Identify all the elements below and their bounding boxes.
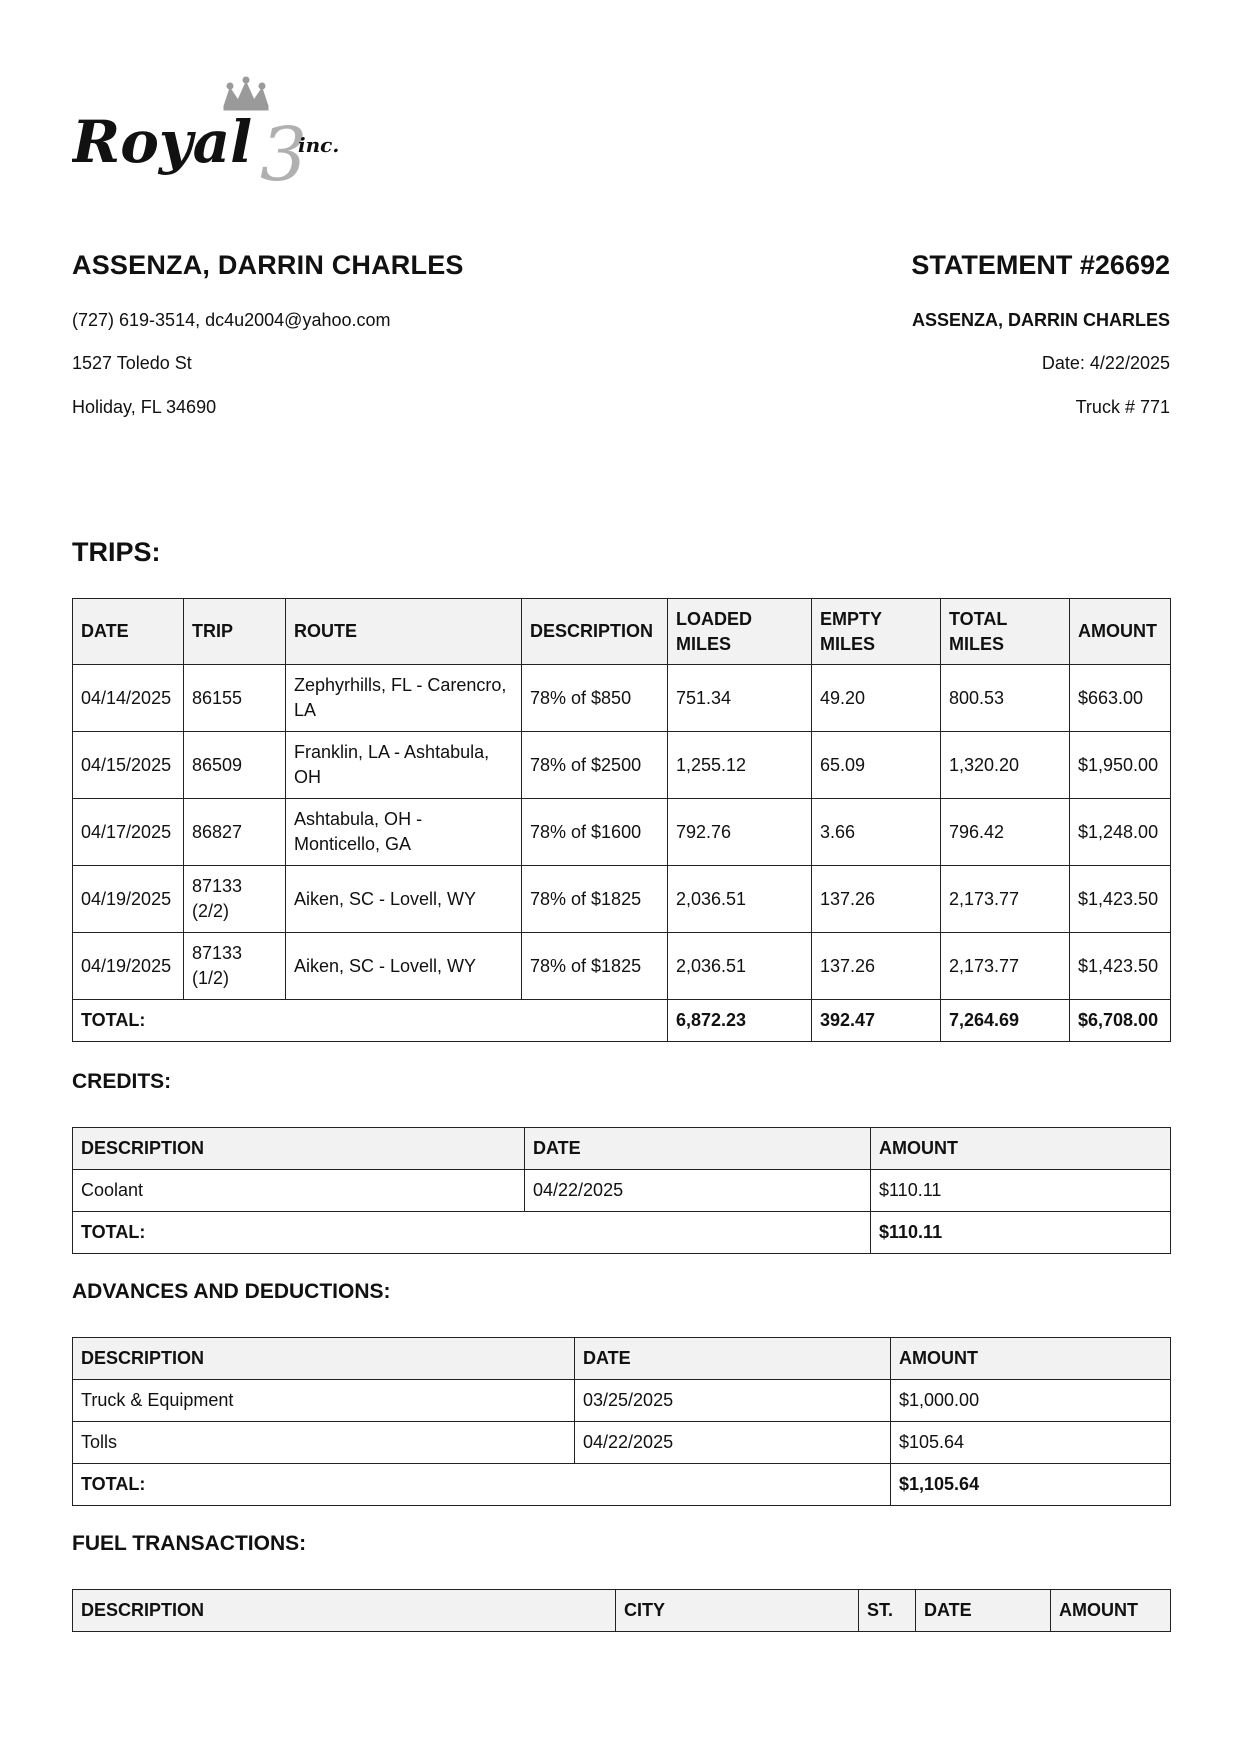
cell: $1,248.00 <box>1070 799 1171 866</box>
col-header: DATE <box>525 1128 871 1170</box>
table-row <box>73 665 1171 732</box>
trips-table <box>72 598 1171 1042</box>
col-header: DESCRIPTION <box>73 1338 575 1380</box>
credits-title: CREDITS: <box>72 1070 172 1093</box>
cell: 2,173.77 <box>941 933 1070 1000</box>
company-logo <box>72 74 402 194</box>
trips-total-row <box>73 1000 1171 1042</box>
driver-name: ASSENZA, DARRIN CHARLES <box>72 250 464 280</box>
cell: 800.53 <box>941 665 1070 732</box>
col-header: DESCRIPTION <box>522 599 668 665</box>
table-row <box>73 732 1171 799</box>
cell: 78% of $2500 <box>522 732 668 799</box>
cell: $1,423.50 <box>1070 866 1171 933</box>
fuel-title: FUEL TRANSACTIONS: <box>72 1532 307 1555</box>
col-header: TRIP <box>184 599 286 665</box>
driver-contact: (727) 619-3514, dc4u2004@yahoo.com <box>72 310 391 330</box>
cell: 03/25/2025 <box>575 1380 891 1422</box>
cell: $1,950.00 <box>1070 732 1171 799</box>
cell: 65.09 <box>812 732 941 799</box>
deductions-title: ADVANCES AND DEDUCTIONS: <box>72 1280 391 1303</box>
crown-icon <box>224 77 268 110</box>
deductions-total-row <box>73 1464 1171 1506</box>
cell: $663.00 <box>1070 665 1171 732</box>
col-header: AMOUNT <box>1051 1590 1171 1632</box>
logo-graphic <box>72 74 402 194</box>
cell: Tolls <box>73 1422 575 1464</box>
total-loaded-miles: 6,872.23 <box>668 1000 812 1042</box>
total-amount: $6,708.00 <box>1070 1000 1171 1042</box>
total-miles: 7,264.69 <box>941 1000 1070 1042</box>
cell: 1,255.12 <box>668 732 812 799</box>
cell: 78% of $1825 <box>522 933 668 1000</box>
statement-truck: Truck # 771 <box>1075 397 1170 417</box>
deductions-header-row <box>73 1338 1171 1380</box>
cell: 78% of $850 <box>522 665 668 732</box>
cell: Aiken, SC - Lovell, WY <box>286 866 522 933</box>
cell: 86827 <box>184 799 286 866</box>
cell: Truck & Equipment <box>73 1380 575 1422</box>
cell: Zephyrhills, FL - Carencro, LA <box>286 665 522 732</box>
trips-title: TRIPS: <box>72 537 161 567</box>
credits-header-row <box>73 1128 1171 1170</box>
cell: $1,423.50 <box>1070 933 1171 1000</box>
col-header: DATE <box>73 599 184 665</box>
statement-name: ASSENZA, DARRIN CHARLES <box>911 310 1170 330</box>
cell: Coolant <box>73 1170 525 1212</box>
col-header: DESCRIPTION <box>73 1590 616 1632</box>
logo-number-text: 3 <box>260 112 308 194</box>
cell: 86509 <box>184 732 286 799</box>
col-header: TOTAL MILES <box>941 599 1070 665</box>
cell: $1,000.00 <box>891 1380 1171 1422</box>
cell: 04/22/2025 <box>575 1422 891 1464</box>
cell: 2,173.77 <box>941 866 1070 933</box>
cell: 04/22/2025 <box>525 1170 871 1212</box>
cell: 86155 <box>184 665 286 732</box>
fuel-table <box>72 1589 1171 1632</box>
logo-royal-text: Royal <box>72 108 253 176</box>
logo-suffix-text: inc. <box>298 133 340 157</box>
total-amount: $110.11 <box>871 1212 1171 1254</box>
col-header: CITY <box>616 1590 859 1632</box>
col-header: DESCRIPTION <box>73 1128 525 1170</box>
cell: 137.26 <box>812 866 941 933</box>
cell: $110.11 <box>871 1170 1171 1212</box>
table-row <box>73 933 1171 1000</box>
total-label: TOTAL: <box>73 1000 668 1042</box>
cell: 78% of $1600 <box>522 799 668 866</box>
col-header: AMOUNT <box>871 1128 1171 1170</box>
total-amount: $1,105.64 <box>891 1464 1171 1506</box>
cell: Franklin, LA - Ashtabula, OH <box>286 732 522 799</box>
cell: Aiken, SC - Lovell, WY <box>286 933 522 1000</box>
statement-title: STATEMENT #26692 <box>911 250 1170 280</box>
col-header: DATE <box>916 1590 1051 1632</box>
cell: 87133 (1/2) <box>184 933 286 1000</box>
cell: 49.20 <box>812 665 941 732</box>
total-label: TOTAL: <box>73 1464 891 1506</box>
cell: 792.76 <box>668 799 812 866</box>
col-header: ST. <box>859 1590 916 1632</box>
cell: 04/19/2025 <box>73 933 184 1000</box>
cell: 3.66 <box>812 799 941 866</box>
credits-total-row <box>73 1212 1171 1254</box>
table-row <box>73 866 1171 933</box>
table-row <box>73 1170 1171 1212</box>
col-header: DATE <box>575 1338 891 1380</box>
cell: $105.64 <box>891 1422 1171 1464</box>
cell: Ashtabula, OH - Monticello, GA <box>286 799 522 866</box>
driver-city: Holiday, FL 34690 <box>72 397 217 417</box>
cell: 04/14/2025 <box>73 665 184 732</box>
cell: 2,036.51 <box>668 933 812 1000</box>
cell: 04/15/2025 <box>73 732 184 799</box>
cell: 78% of $1825 <box>522 866 668 933</box>
cell: 04/19/2025 <box>73 866 184 933</box>
col-header: AMOUNT <box>891 1338 1171 1380</box>
cell: 796.42 <box>941 799 1070 866</box>
cell: 04/17/2025 <box>73 799 184 866</box>
cell: 137.26 <box>812 933 941 1000</box>
cell: 87133 (2/2) <box>184 866 286 933</box>
statement-date: Date: 4/22/2025 <box>1041 353 1170 373</box>
cell: 751.34 <box>668 665 812 732</box>
table-row <box>73 1422 1171 1464</box>
total-label: TOTAL: <box>73 1212 871 1254</box>
driver-street: 1527 Toledo St <box>72 353 192 373</box>
trips-header-row <box>73 599 1171 665</box>
credits-table <box>72 1127 1171 1254</box>
fuel-header-row <box>73 1590 1171 1632</box>
table-row <box>73 1380 1171 1422</box>
col-header: AMOUNT <box>1070 599 1171 665</box>
deductions-table <box>72 1337 1171 1506</box>
cell: 2,036.51 <box>668 866 812 933</box>
table-row <box>73 799 1171 866</box>
total-empty-miles: 392.47 <box>812 1000 941 1042</box>
col-header: ROUTE <box>286 599 522 665</box>
col-header: EMPTY MILES <box>812 599 941 665</box>
col-header: LOADED MILES <box>668 599 812 665</box>
cell: 1,320.20 <box>941 732 1070 799</box>
